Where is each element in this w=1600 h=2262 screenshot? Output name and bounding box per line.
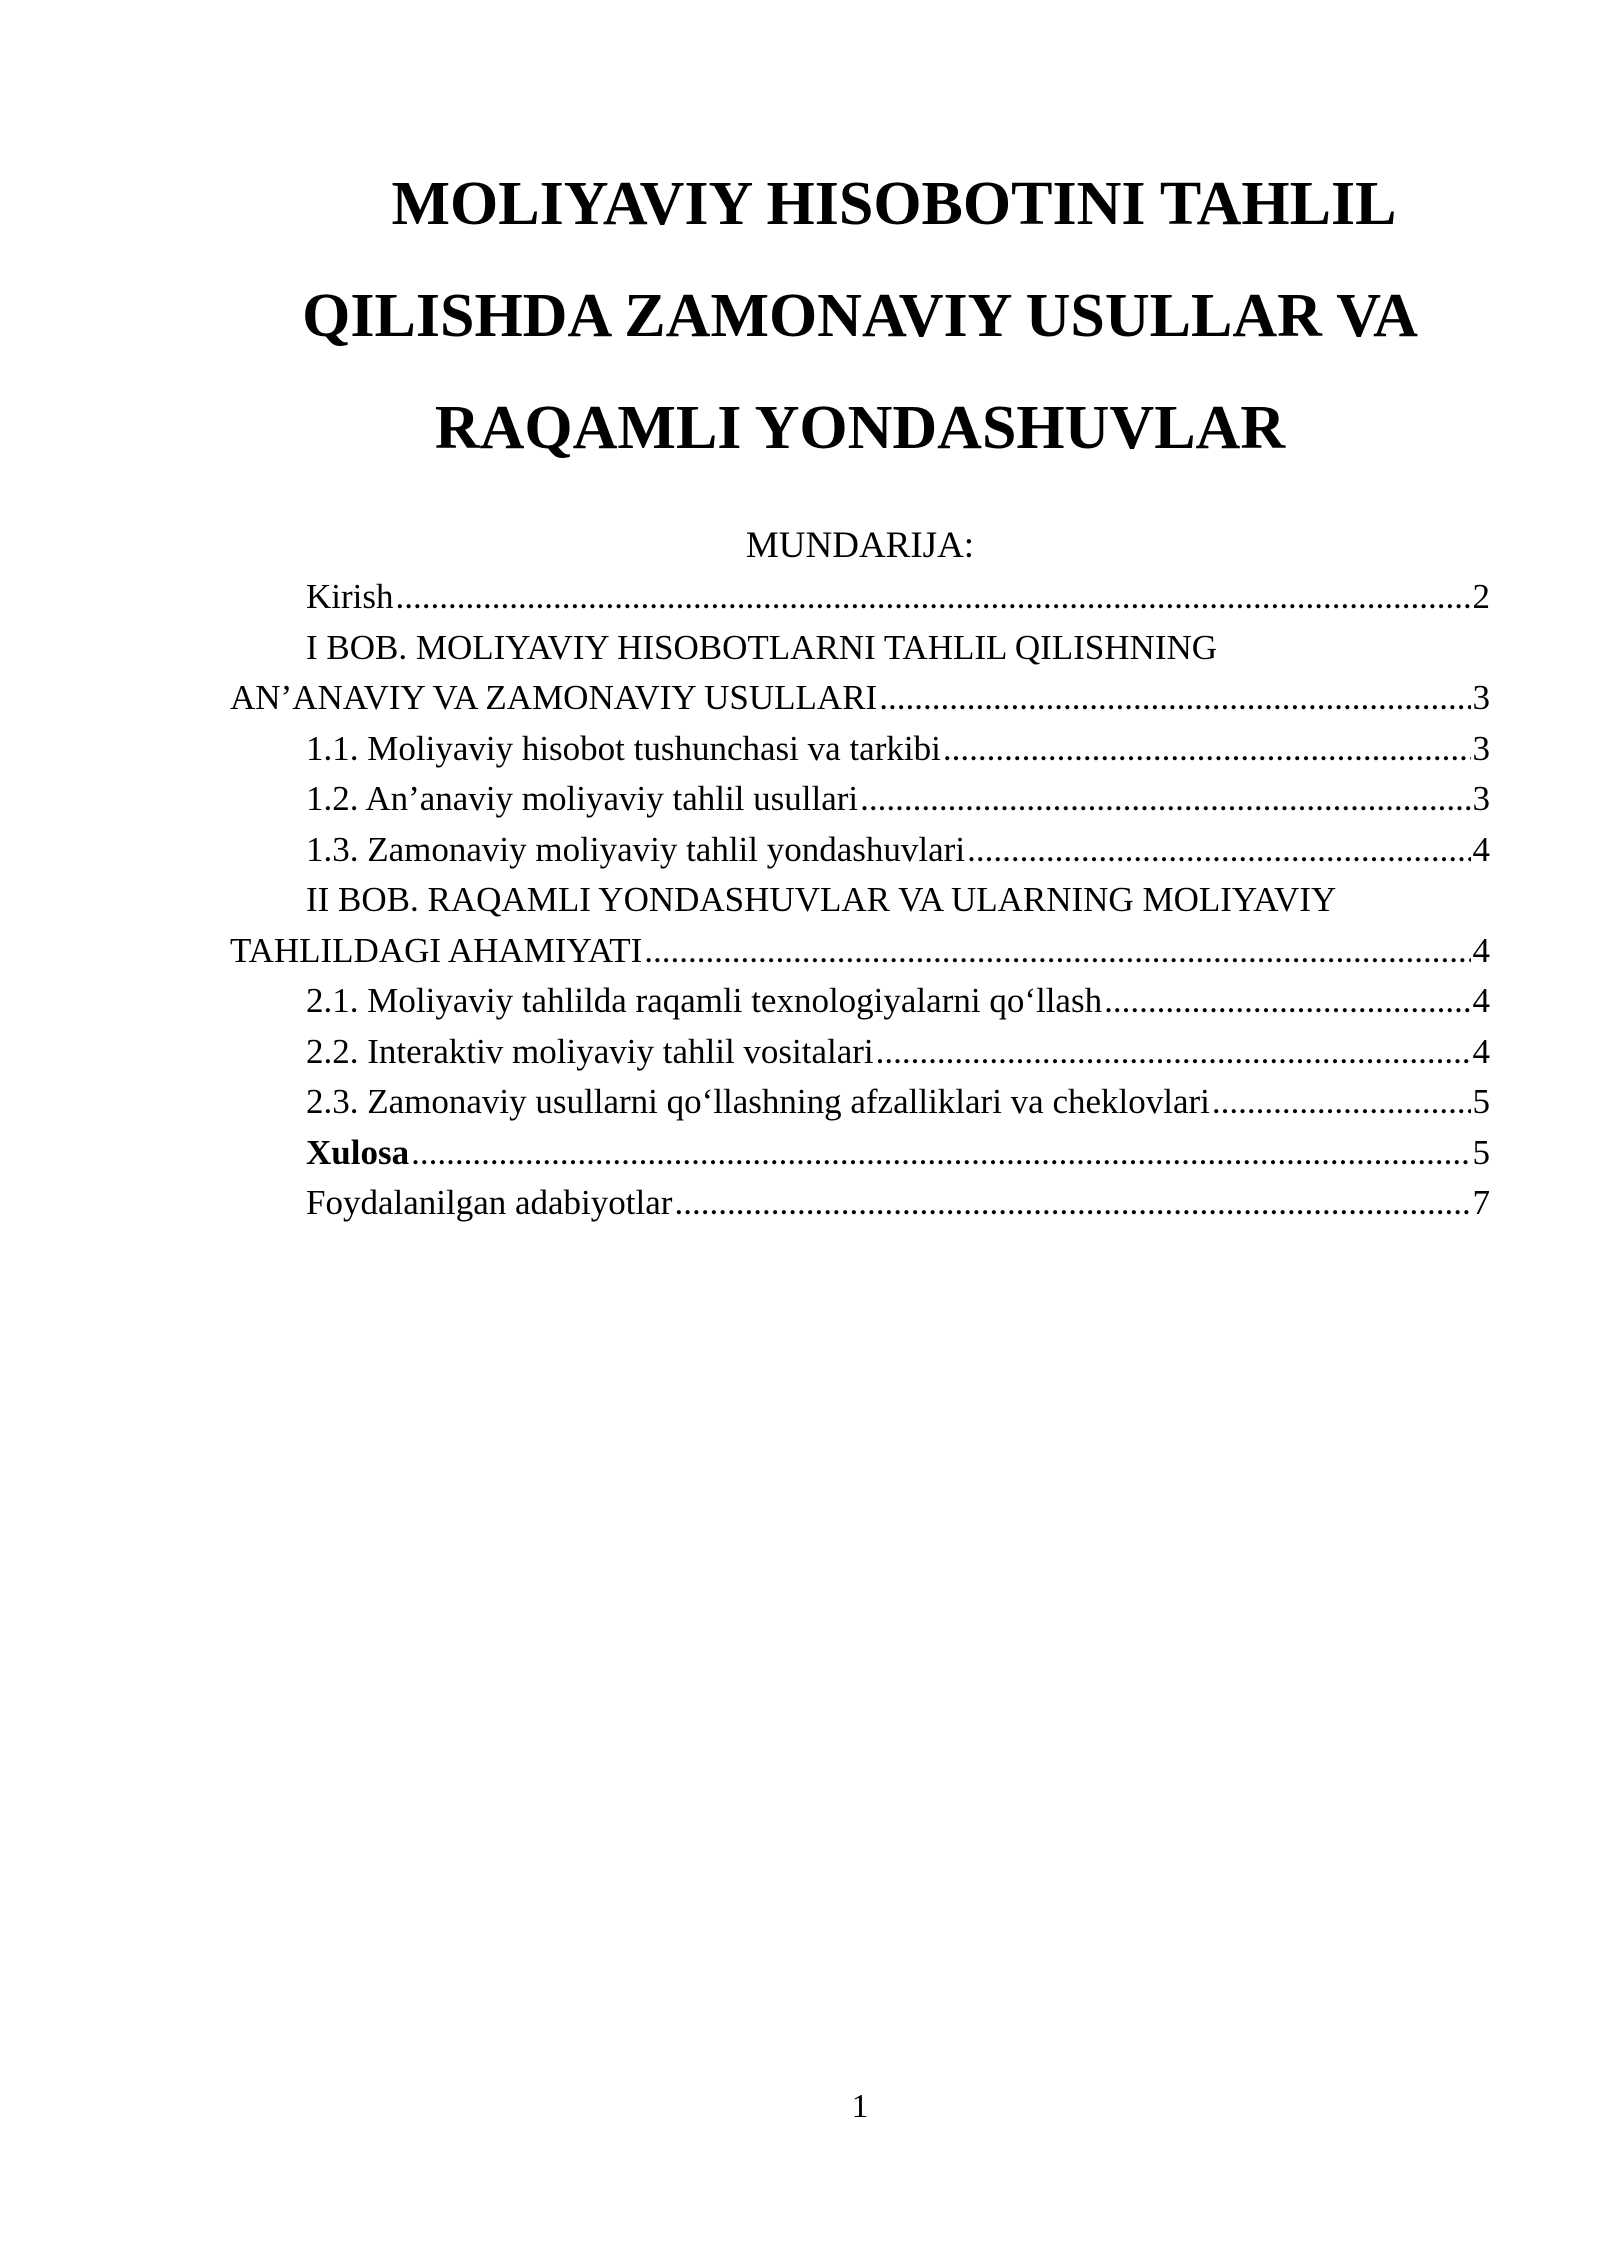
- toc-entry-label: 2.2. Interaktiv moliyaviy tahlil vositalari: [306, 1031, 874, 1071]
- toc-entry-label: 1.2. An’anaviy moliyaviy tahlil usullari: [306, 779, 859, 818]
- toc-page-number: 4: [1472, 829, 1490, 869]
- toc-page-number: 3: [1472, 779, 1490, 818]
- toc-leader-dots: [396, 572, 1471, 623]
- toc-entry-1-2[interactable]: [230, 774, 1490, 825]
- toc-page-number: 3: [1472, 728, 1490, 768]
- toc-entry-label: Xulosa: [306, 1132, 410, 1172]
- toc-entry-chapter-2[interactable]: [230, 875, 1490, 976]
- toc-entry-label: 2.1. Moliyaviy tahlilda raqamli texnologiyalarni qo‘llash: [306, 981, 1103, 1020]
- toc-entry-kirish[interactable]: [230, 572, 1490, 623]
- toc-leader-dots: [674, 1178, 1470, 1229]
- table-of-contents: [230, 572, 1490, 1229]
- toc-leader-dots: [860, 774, 1470, 825]
- toc-page-number: 5: [1472, 1132, 1490, 1172]
- page-number: 1: [851, 2088, 869, 2125]
- toc-entry-references[interactable]: [230, 1178, 1490, 1229]
- toc-entry-2-1[interactable]: [230, 976, 1490, 1027]
- toc-entry-xulosa[interactable]: [230, 1128, 1490, 1179]
- toc-leader-dots: [644, 926, 1470, 977]
- toc-entry-chapter-1[interactable]: [230, 623, 1490, 724]
- toc-entry-label-line-1: I BOB. MOLIYAVIY HISOBOTLARNI TAHLIL QILISHNING: [306, 627, 1218, 667]
- toc-leader-dots: [943, 724, 1471, 775]
- toc-leader-dots: [879, 673, 1470, 724]
- toc-page-number: 4: [1472, 981, 1490, 1020]
- toc-entry-label: Kirish: [306, 577, 394, 616]
- toc-leader-dots: [1212, 1077, 1471, 1128]
- toc-entry-2-3[interactable]: [230, 1077, 1490, 1128]
- toc-entry-label: Foydalanilgan adabiyotlar: [306, 1183, 673, 1222]
- toc-heading: MUNDARIJA:: [745, 525, 975, 566]
- toc-entry-label-line-1: II BOB. RAQAMLI YONDASHUVLAR VA ULARNING MOLIYAVIY: [306, 880, 1337, 919]
- toc-entry-label: 1.1. Moliyaviy hisobot tushunchasi va tarkibi: [306, 728, 941, 768]
- toc-leader-dots: [411, 1128, 1470, 1179]
- toc-leader-dots: [876, 1027, 1471, 1078]
- toc-page-number: 4: [1472, 1031, 1490, 1071]
- toc-entry-1-1[interactable]: [230, 724, 1490, 775]
- toc-page-number: 4: [1472, 930, 1490, 970]
- toc-leader-dots: [1104, 976, 1470, 1027]
- toc-entry-label-line-2: AN’ANAVIY VA ZAMONAVIY USULLARI: [230, 678, 878, 717]
- title-line-1: MOLIYAVIY HISOBOTINI TAHLIL: [391, 170, 1397, 238]
- toc-page-number: 3: [1472, 678, 1490, 717]
- title-line-3: RAQAMLI YONDASHUVLAR: [434, 394, 1286, 462]
- toc-page-number: 5: [1472, 1082, 1490, 1121]
- toc-entry-2-2[interactable]: [230, 1027, 1490, 1078]
- title-line-2: QILISHDA ZAMONAVIY USULLAR VA: [302, 282, 1418, 350]
- document-title: [180, 148, 1540, 484]
- toc-entry-label: 2.3. Zamonaviy usullarni qo‘llashning afzalliklari va cheklovlari: [306, 1082, 1210, 1121]
- toc-leader-dots: [967, 825, 1470, 876]
- toc-entry-label: 1.3. Zamonaviy moliyaviy tahlil yondashuvlari: [306, 829, 966, 869]
- toc-entry-1-3[interactable]: [230, 825, 1490, 876]
- toc-page-number: 7: [1472, 1183, 1490, 1222]
- toc-entry-label-line-2: TAHLILDAGI AHAMIYATI: [230, 930, 643, 970]
- toc-page-number: 2: [1472, 577, 1490, 616]
